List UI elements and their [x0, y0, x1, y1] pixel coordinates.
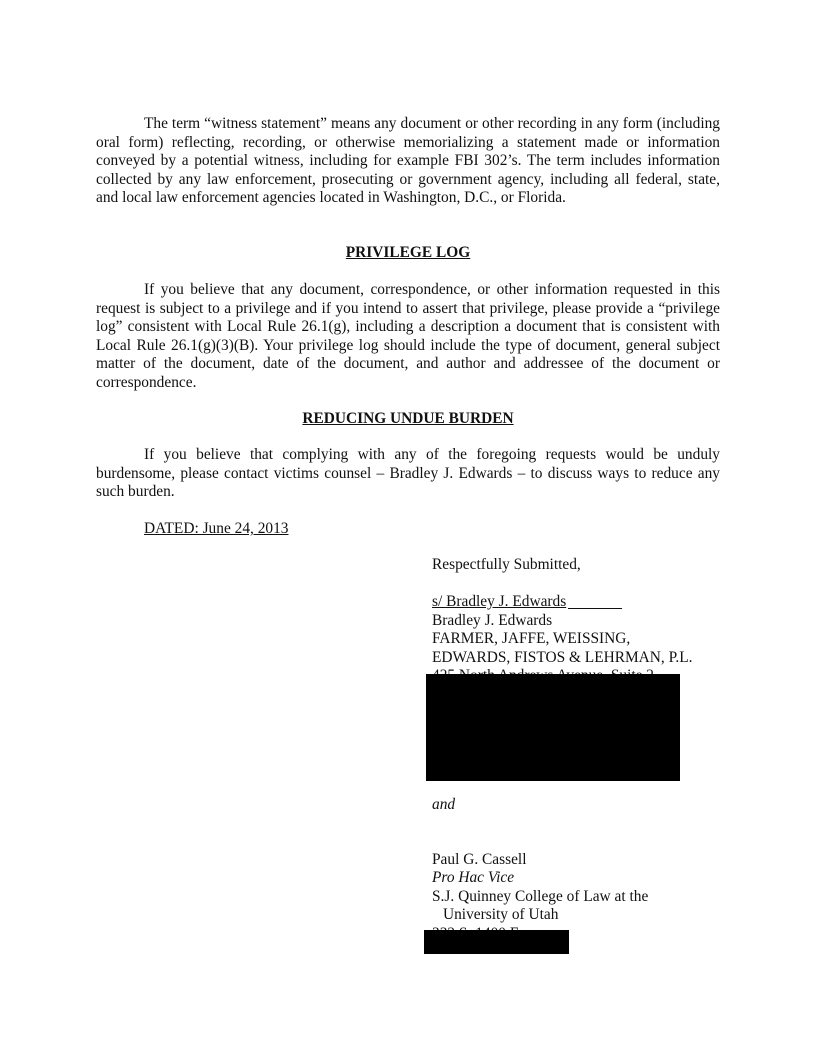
undue-burden-heading: REDUCING UNDUE BURDEN	[302, 410, 514, 427]
witness-statement-paragraph: The term “witness statement” means any document or other recording in any form (including oral form) reflecting, recording, or otherwise memorializing a statement made or information conveyed by a potential witness, including for example FBI 302’s. The term includes information collected by any law enforcement, prosecuting or government agency, including all federal, state, and local law enforcement agencies located in Washington, D.C., or Florida.	[96, 115, 720, 207]
signature-line	[432, 593, 622, 612]
dated-line: DATED: June 24, 2013	[144, 520, 289, 537]
privilege-log-heading: PRIVILEGE LOG	[345, 244, 471, 261]
firm-line-2: EDWARDS, FISTOS & LEHRMAN, P.L.	[432, 649, 693, 666]
conjunction-and: and	[432, 796, 456, 813]
privilege-log-paragraph: If you believe that any document, correspondence, or other information requested in this request is subject to a privilege and if you intend to assert that privilege, please provide a “privilege log” consistent with Local Rule 26.1(g), including a description a document that is consistent with Local Rule 26.1(g)(3)(B). Your privilege log should include the type of document, general subject matter of the document, date of the document, and author and addressee of the document or correspondence.	[96, 281, 720, 391]
signature-text: s/ Bradley J. Edwards	[432, 593, 622, 612]
co-counsel-name: Paul G. Cassell	[432, 851, 527, 868]
redaction-block-2	[424, 930, 569, 954]
firm-line-1: FARMER, JAFFE, WEISSING,	[432, 630, 631, 647]
pro-hac-vice: Pro Hac Vice	[432, 869, 515, 886]
undue-burden-paragraph: If you believe that complying with any of the foregoing requests would be unduly burdensome, please contact victims counsel – Bradley J. Edwards – to discuss ways to reduce any such burden.	[96, 446, 720, 501]
attorney-name: Bradley J. Edwards	[432, 612, 553, 629]
closing-line: Respectfully Submitted,	[432, 556, 581, 573]
school-line-2: University of Utah	[443, 906, 559, 923]
redaction-block-1	[426, 674, 680, 781]
school-line-1: S.J. Quinney College of Law at the	[432, 888, 649, 905]
